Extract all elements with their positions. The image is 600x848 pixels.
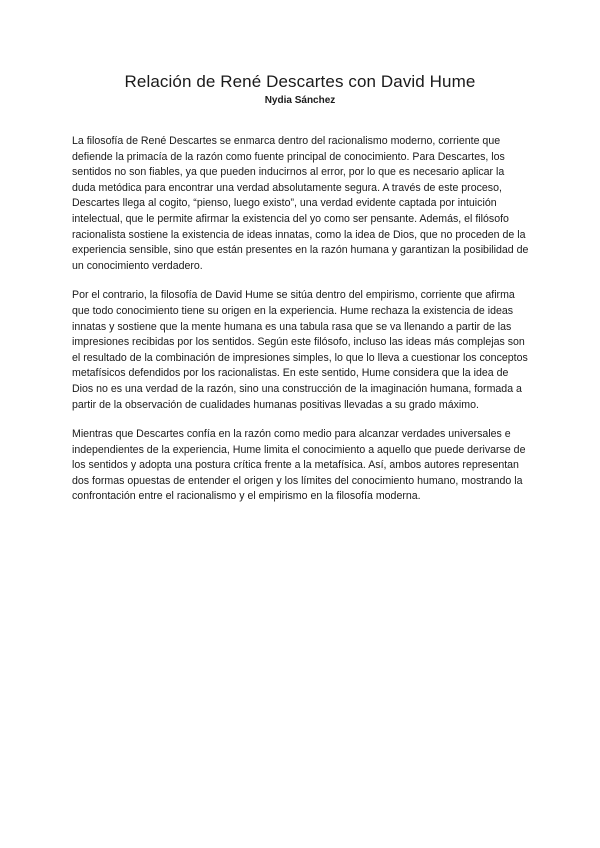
document-title: Relación de René Descartes con David Hume [124, 72, 476, 91]
paragraph-3: Mientras que Descartes confía en la razón como medio para alcanzar verdades universales e independientes de la experiencia, Hume limita el conocimiento a aquello que puede derivarse de los sentidos y adopta una postura crítica frente a la metafísica. Así, ambos autores representan dos formas opuestas de entender el origen y los límites del conocimiento humano, mostrando la confrontación entre el racionalismo y el empirismo en la filosofía moderna. [72, 428, 526, 503]
paragraph-1: La filosofía de René Descartes se enmarca dentro del racionalismo moderno, corriente que defiende la primacía de la razón como fuente principal de conocimiento. Para Descartes, los sentidos no son fiables, ya que pueden inducirnos al error, por lo que es necesario aplicar la duda metódica para encontrar una verdad absolutamente segura. A través de este proceso, Descartes llega al cogito, “pienso, luego existo”, una verdad evidente captada por intuición intelectual, que le permite afirmar la existencia del yo como ser pensante. Además, el filósofo racionalista sostiene la existencia de ideas innatas, como la idea de Dios, que no proceden de la experiencia sensible, sino que están presentes en la razón humana y garantizan la posibilidad de un conocimiento verdadero. [72, 135, 529, 272]
document-author: Nydia Sánchez [264, 95, 336, 106]
paragraph-2: Por el contrario, la filosofía de David Hume se sitúa dentro del empirismo, corriente que afirma que todo conocimiento tiene su origen en la experiencia. Hume rechaza la existencia de ideas innatas y sostiene que la mente humana es una tabula rasa que se va llenando a partir de las impresiones recibidas por los sentidos. Según este filósofo, incluso las ideas más complejas son el resultado de la combinación de impresiones simples, lo que lo lleva a cuestionar los conceptos metafísicos defendidos por los racionalistas. En este sentido, Hume considera que la idea de Dios no es una verdad de la razón, sino una construcción de la imaginación humana, formada a partir de la observación de cualidades humanas positivas llevadas a su grado máximo. [72, 289, 528, 411]
document-body [72, 134, 530, 519]
